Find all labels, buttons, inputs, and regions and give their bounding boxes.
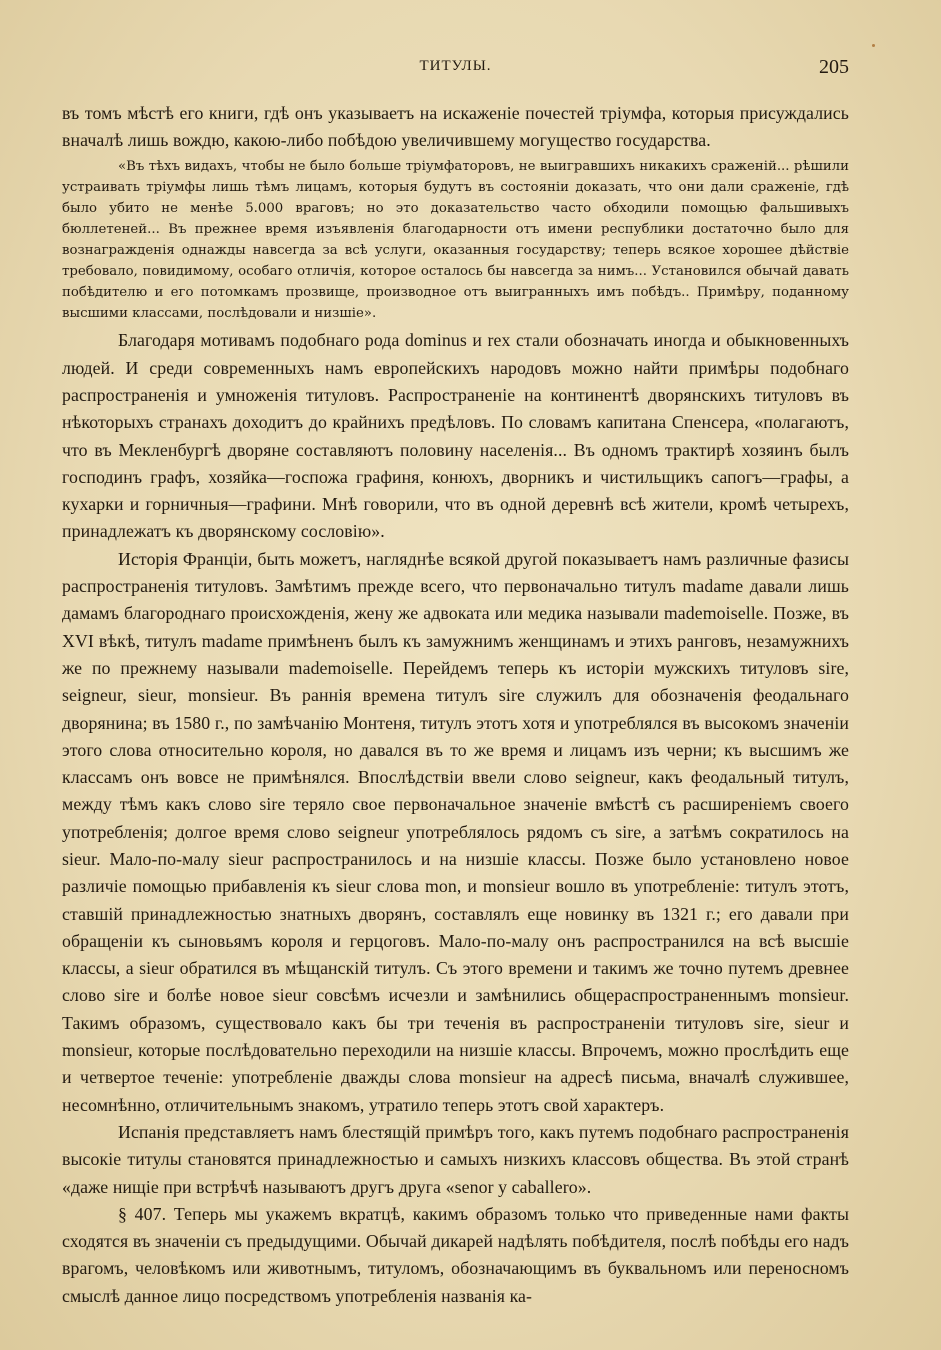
paragraph-dominus-rex: Благодаря мотивамъ подобнаго рода dominus и rex стали обозначать иногда и обыкновенныхъ людей. И среди современныхъ намъ европейскихъ народовъ можно найти примѣры подобнаго распространенія и умноженія титуловъ. Распространеніе на континентѣ дворянскихъ титуловъ въ нѣкоторыхъ странахъ доходитъ до крайнихъ предѣловъ. По словамъ капитана Спенсера, «полагаютъ, что въ Мекленбургѣ дворяне составляютъ половину населенія... Въ одномъ трактирѣ хозяинъ былъ господинъ графъ, хозяйка—госпожа графиня, конюхъ, дворникъ и чистильщикъ сапогъ—графы, а кухарки и горничныя—графини. Мнѣ говорили, что въ одной деревнѣ всѣ жители, кромѣ четырехъ, принадлежатъ къ дворянскому сословію». — [62, 330, 849, 542]
paragraph-section-407: § 407. Теперь мы укажемъ вкратцѣ, какимъ образомъ только что приведенные нами факты сходятся въ значеніи съ предыдущими. Обычай дикарей надѣлять побѣдителя, послѣ побѣды его надъ врагомъ, человѣкомъ или животнымъ, титуломъ, обозначающимъ въ буквальномъ или переносномъ смыслѣ данное лицо посредствомъ употребленія названія ка- — [62, 1203, 849, 1306]
paragraph-france: Исторія Франціи, быть можетъ, нагляднѣе всякой другой показываетъ намъ различные фазисы распространенія титуловъ. Замѣтимъ прежде всего, что первоначально титулъ madame давали лишь дамамъ благороднаго происхожденія, жену же адвоката или медика называли mademoiselle. Позже, въ XVI вѣкѣ, титулъ madame примѣненъ былъ къ замужнимъ женщинамъ и этихъ ранговъ, незамужнихъ же по прежнему называли mademoiselle. Перейдемъ теперь къ исторіи мужскихъ титуловъ sire, seigneur, sieur, monsieur. Въ раннія времена титулъ sire служилъ для обозначенія феодальнаго дворянина; въ 1580 г., по замѣчанію Монтеня, титулъ этотъ хотя и употреблялся въ высокомъ значеніи этого слова относительно короля, но давался въ то же время и лицамъ изъ черни; къ высшимъ же классамъ онъ вовсе не примѣнялся. Впослѣдствіи ввели слово seigneur, какъ феодальный титулъ, между тѣмъ какъ слово sire теряло свое первоначальное значеніе вмѣстѣ съ расширеніемъ своего употребленія; долгое время слово seigneur употреблялось рядомъ съ sire, а затѣмъ сократилось на sieur. Мало-по-малу sieur распространилось и на низшіе классы. Позже было установлено новое различіе помощью прибавленія къ sieur слова mon, и monsieur вошло въ употребленіе: титулъ этотъ, ставшій принадлежностью знатныхъ дворянъ, составлялъ еще новинку въ 1321 г.; его давали при обращеніи къ сыновьямъ короля и герцоговъ. Мало-по-малу онъ распространился на всѣ высшіе классы, а sieur обратился въ мѣщанскій титулъ. Съ этого времени и такимъ же точно путемъ древнее слово sire и болѣе новое sieur совсѣмъ исчезли и замѣнились общераспространеннымъ monsieur. Такимъ образомъ, существовало какъ бы три теченія въ распространеніи титуловъ sire, sieur и monsieur, которые послѣдовательно переходили на низшіе классы. Впрочемъ, можно прослѣдить еще и четвертое теченіе: употребленіе дважды слова monsieur на адресѣ письма, вначалѣ служившее, несомнѣнно, отличительнымъ знакомъ, утратило теперь этотъ свой характеръ. — [62, 548, 849, 1115]
block-quote: «Въ тѣхъ видахъ, чтобы не было больше тріумфаторовъ, не выигравшихъ никакихъ сраженій... рѣшили устраивать тріумфы лишь тѣмъ лицамъ, которыя будутъ въ состояніи доказать, что они дали сраженіе, гдѣ было убито не менѣе 5.000 враговъ; но это доказательство часто обходили помощью фальшивыхъ бюллетеней... Въ прежнее время изъявленія благодарности отъ имени республики достаточно было для вознагражденія однажды навсегда за всѣ услуги, оказанныя государству; теперь всякое хорошее дѣйствіе требовало, повидимому, особаго отличія, которое осталось бы навсегда за нимъ... Установился обычай давать побѣдителю и его потомкамъ прозвище, производное отъ выигранныхъ имъ побѣдъ.. Примѣру, поданному высшими классами, послѣдовали и низшіе». — [62, 158, 849, 322]
running-title: ТИТУЛЫ. — [419, 58, 492, 74]
paragraph-spain: Испанія представляетъ намъ блестящій примѣръ того, какъ путемъ подобнаго распространенія высокіе титулы становятся принадлежностью и самыхъ низкихъ классовъ общества. Въ этой странѣ «даже нищіе при встрѣчѣ называютъ другъ друга «senor y caballero». — [62, 1121, 849, 1197]
page-body — [62, 100, 849, 1310]
page-header — [62, 56, 849, 80]
page-number: 205 — [819, 56, 849, 78]
paper-spot — [872, 44, 875, 47]
paragraph-continuation: въ томъ мѣстѣ его книги, гдѣ онъ указываетъ на искаженіе почестей тріумфа, которыя присуждались вначалѣ лишь вождю, какою-либо побѣдою увеличившему могущество государства. — [62, 103, 849, 151]
